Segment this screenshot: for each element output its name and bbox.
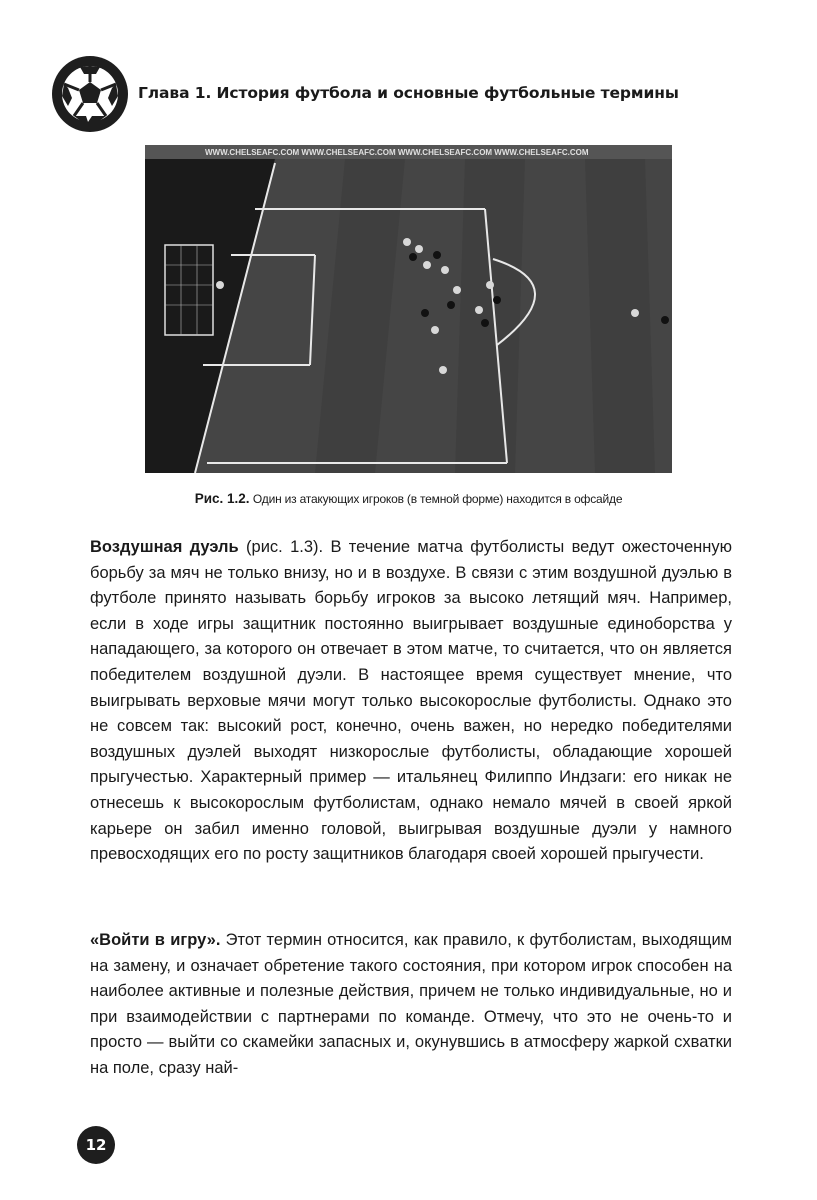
term-heading: «Войти в игру». xyxy=(90,931,221,949)
offside-photo xyxy=(145,145,672,473)
figure-label: Рис. 1.2. xyxy=(194,491,250,506)
paragraph-enter-game xyxy=(90,928,732,1082)
term-heading: Воздушная дуэль xyxy=(90,538,239,556)
page-header xyxy=(50,50,770,140)
paragraph-text: (рис. 1.3). В течение матча футболисты ведут ожесточенную борьбу за мяч не только внизу, но и в воздухе. В связи с этим воздушной дуэлью в футболе принято называть борьбу игроков за высоко летящий мяч. Например, если в ходе игры защитник постоянно выигрывает воздушные единоборства у нападающего, за которого он отвечает в этом матче, то считается, что он является победителем воздушной дуэли. В настоящее время существует мнение, что выигрывать верховые мячи могут только высокорослые футболисты. Однако это не совсем так: высокий рост, конечно, очень важен, но нередко победителями воздушных дуэлей выходят низкорослые футболисты, обладающие хорошей прыгучестью. Характерный пример — итальянец Филиппо Индзаги: его никак не отнесешь к высокорослым футболистам, однако немало мячей в своей яркой карьере он забил именно головой, выигрывая воздушные дуэли у намного превосходящих его по росту защитников благодаря своей хорошей прыгучести. xyxy=(90,538,733,864)
figure-caption xyxy=(0,491,817,506)
soccer-ball-icon xyxy=(50,54,130,134)
chapter-title: Глава 1. История футбола и основные футбольные термины xyxy=(138,84,679,102)
football-pitch-image xyxy=(145,145,672,473)
banner-text: WWW.CHELSEAFC.COM WWW.CHELSEAFC.COM WWW.CHELSEAFC.COM WWW.CHELSEAFC.COM xyxy=(205,148,589,157)
paragraph-air-duel xyxy=(90,535,732,868)
page-number: 12 xyxy=(77,1126,115,1164)
caption-text: Один из атакующих игроков (в темной форме) находится в офсайде xyxy=(252,492,623,506)
paragraph-text: Этот термин относится, как правило, к футболистам, выходящим на замену, и означает обретение такого состояния, при котором игрок способен на наиболее активные и полезные действия, причем не только индивидуальные, но и при взаимодействии с партнерами по команде. Отмечу, что это не очень-то и просто — выйти со скамейки запасных и, окунувшись в атмосферу жаркой схватки на поле, сразу най- xyxy=(90,931,732,1077)
